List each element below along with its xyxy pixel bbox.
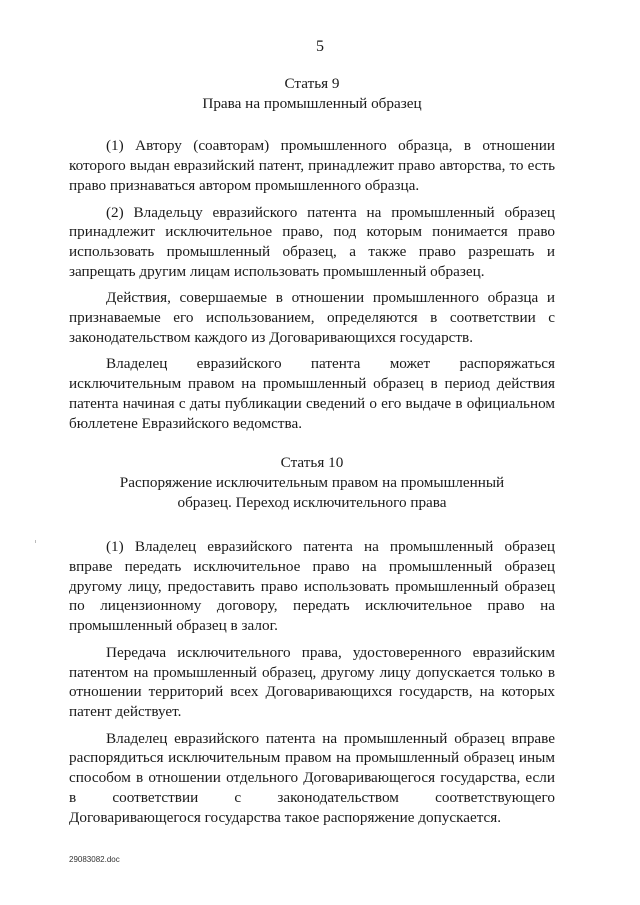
article-10-paragraph-2: Передача исключительного права, удостоверенного евразийским патентом на промышленный образец, другому лицу допускается только в отношении территорий всех Договаривающихся государств, на которых патент действует. xyxy=(69,643,555,720)
article-9-subtitle: Права на промышленный образец xyxy=(202,94,422,112)
article-9-title: Статья 9 xyxy=(284,75,340,92)
document-code: 29083082.doc xyxy=(69,855,120,864)
document-body xyxy=(69,74,555,834)
article-10-title: Статья 10 xyxy=(280,454,344,472)
article-9-heading xyxy=(69,74,555,113)
page-number: 5 xyxy=(316,38,324,55)
article-9-paragraph-3: Действия, совершаемые в отношении промышленного образца и признаваемые его использованием, определяются в соответствии с законодательством каждого из Договаривающихся государств. xyxy=(69,289,555,346)
article-10-paragraph-3: Владелец евразийского патента на промышленный образец вправе распорядиться исключительным правом на промышленный образец иным способом в отношении отдельного Договаривающегося государства, если в соответствии с законодательством соответствующего Договаривающегося государства такое распоряжение допускается. xyxy=(69,729,555,826)
scan-artifact xyxy=(35,540,36,543)
article-9-paragraph-4: Владелец евразийского патента может распоряжаться исключительным правом на промышленный образец в период действия патента начиная с даты публикации сведений о его выдаче в официальном бюллетене Евразийского ведомства. xyxy=(69,355,555,432)
article-9-paragraph-2: (2) Владельцу евразийского патента на промышленный образец принадлежит исключительное право, под которым понимается право использовать промышленный образец, а также право разрешать и запрещать другим лицам использовать промышленный образец. xyxy=(69,203,555,280)
article-10-subtitle-line-2: образец. Переход исключительного права xyxy=(177,493,447,511)
article-10-paragraph-1: (1) Владелец евразийского патента на промышленный образец вправе передать исключительное право на промышленный образец другому лицу, предоставить право использовать промышленный образец по лицензионному договору, передать исключительное право на промышленный образец в залог. xyxy=(69,538,555,635)
article-10-heading xyxy=(69,453,555,512)
article-10-subtitle-line-1: Распоряжение исключительным правом на промышленный xyxy=(119,473,505,491)
article-9-paragraph-1: (1) Автору (соавторам) промышленного образца, в отношении которого выдан евразийский патент, принадлежит право авторства, то есть право признаваться автором промышленного образца. xyxy=(69,137,555,194)
